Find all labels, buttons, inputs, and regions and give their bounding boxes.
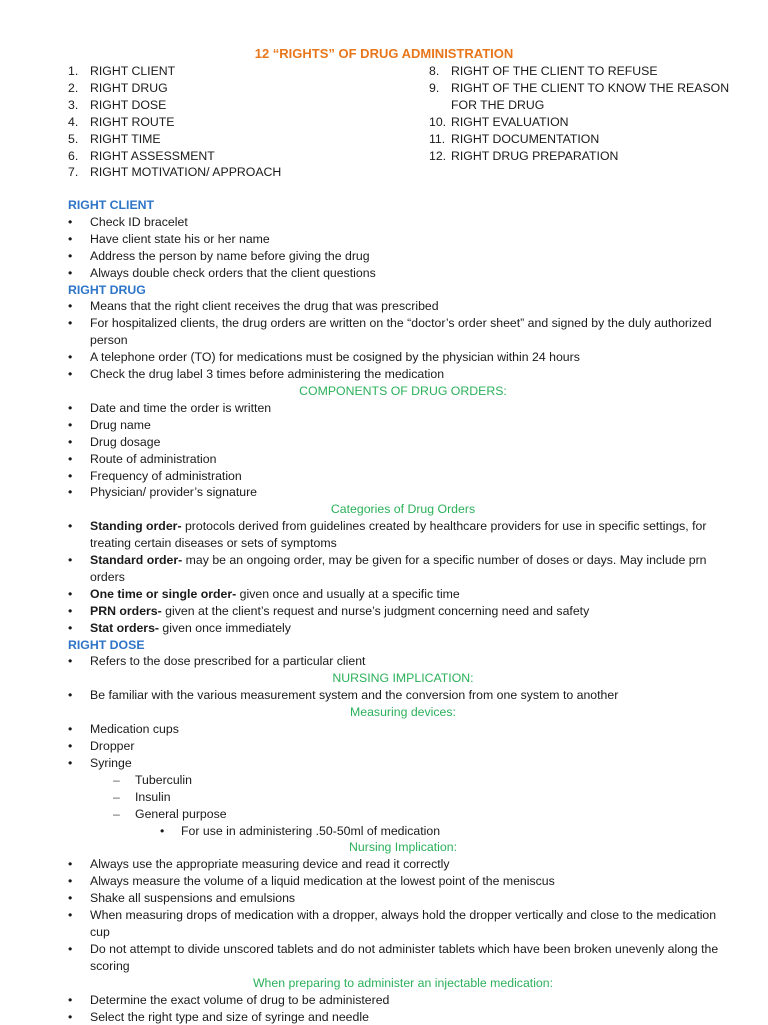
list-item: • Shake all suspensions and emulsions — [68, 890, 738, 907]
list-item: 5. RIGHT TIME — [68, 131, 418, 148]
category-term: PRN orders- — [90, 604, 162, 618]
list-item: • Refers to the dose prescribed for a particular client — [68, 653, 738, 670]
right-drug-list — [68, 298, 738, 383]
list-item: • Select the right type and size of syringe and needle — [68, 1009, 738, 1025]
list-item: 11. RIGHT DOCUMENTATION — [429, 131, 749, 148]
list-item: • Physician/ provider’s signature — [68, 484, 738, 501]
measuring-devices-heading: Measuring devices: — [68, 704, 738, 721]
document-body — [68, 197, 738, 1025]
list-item: 12. RIGHT DRUG PREPARATION — [429, 148, 749, 165]
category-term: One time or single order- — [90, 587, 236, 601]
list-item: 2. RIGHT DRUG — [68, 80, 418, 97]
section-heading-right-drug: RIGHT DRUG — [68, 282, 738, 299]
list-item: • Dropper — [68, 738, 738, 755]
rights-list-left — [68, 63, 418, 181]
list-item: 3. RIGHT DOSE — [68, 97, 418, 114]
right-dose-list — [68, 653, 738, 670]
page-title: 12 “RIGHTS” OF DRUG ADMINISTRATION — [0, 45, 768, 63]
list-item: 9. RIGHT OF THE CLIENT TO KNOW THE REASON FOR THE DRUG — [429, 80, 749, 114]
rights-list-right — [429, 63, 749, 164]
list-item: • Be familiar with the various measurement system and the conversion from one system to another — [68, 687, 738, 704]
list-item: 6. RIGHT ASSESSMENT — [68, 148, 418, 165]
category-term: Standard order- — [90, 553, 182, 567]
list-item: 8. RIGHT OF THE CLIENT TO REFUSE — [429, 63, 749, 80]
list-item: – Tuberculin — [113, 772, 738, 789]
list-item: • Check ID bracelet — [68, 214, 738, 231]
list-item: – General purpose — [113, 806, 738, 823]
list-item: 1. RIGHT CLIENT — [68, 63, 418, 80]
list-item: • PRN orders- given at the client’s request and nurse’s judgment concerning need and safety — [68, 603, 738, 620]
implication-list — [68, 687, 738, 704]
categories-heading: Categories of Drug Orders — [68, 501, 738, 518]
injectable-list — [68, 992, 738, 1025]
category-term: Standing order- — [90, 519, 182, 533]
categories-list — [68, 518, 738, 636]
nursing-implication-heading-2: Nursing Implication: — [68, 839, 738, 856]
general-purpose-note-list — [68, 823, 738, 840]
list-item: • Drug dosage — [68, 434, 738, 451]
list-item: – Insulin — [113, 789, 738, 806]
category-term: Stat orders- — [90, 621, 159, 635]
list-item: • When measuring drops of medication with a dropper, always hold the dropper vertically and close to the medication cup — [68, 907, 738, 941]
list-item: 7. RIGHT MOTIVATION/ APPROACH — [68, 164, 418, 181]
list-item: • Stat orders- given once immediately — [68, 620, 738, 637]
list-item: • Route of administration — [68, 451, 738, 468]
list-item: 4. RIGHT ROUTE — [68, 114, 418, 131]
list-item: • Do not attempt to divide unscored tablets and do not administer tablets which have been broken unevenly along the scoring — [68, 941, 738, 975]
injectable-heading: When preparing to administer an injectable medication: — [68, 975, 738, 992]
list-item: • Standing order- protocols derived from guidelines created by healthcare providers for use in specific settings, for treating certain diseases or sets of symptoms — [68, 518, 738, 552]
section-heading-right-dose: RIGHT DOSE — [68, 637, 738, 654]
list-item: • Address the person by name before giving the drug — [68, 248, 738, 265]
list-item: • For hospitalized clients, the drug orders are written on the “doctor’s order sheet” and signed by the duly authorized person — [68, 315, 738, 349]
list-item: • Determine the exact volume of drug to be administered — [68, 992, 738, 1009]
syringe-types-list — [68, 772, 738, 823]
devices-list — [68, 721, 738, 772]
list-item: • Means that the right client receives the drug that was prescribed — [68, 298, 738, 315]
nursing-implications-list — [68, 856, 738, 974]
list-item: • Standard order- may be an ongoing order, may be given for a specific number of doses or days. May include prn orders — [68, 552, 738, 586]
components-list — [68, 400, 738, 501]
list-item: • Always double check orders that the client questions — [68, 265, 738, 282]
nursing-implication-heading: NURSING IMPLICATION: — [68, 670, 738, 687]
list-item: • Syringe — [68, 755, 738, 772]
list-item: • Always use the appropriate measuring device and read it correctly — [68, 856, 738, 873]
list-item: • Date and time the order is written — [68, 400, 738, 417]
list-item: • Check the drug label 3 times before administering the medication — [68, 366, 738, 383]
list-item: • For use in administering .50-50ml of medication — [160, 823, 738, 840]
right-client-list — [68, 214, 738, 282]
list-item: • Have client state his or her name — [68, 231, 738, 248]
list-item: • Drug name — [68, 417, 738, 434]
list-item: • Frequency of administration — [68, 468, 738, 485]
list-item: • One time or single order- given once and usually at a specific time — [68, 586, 738, 603]
list-item: • Medication cups — [68, 721, 738, 738]
list-item: 10. RIGHT EVALUATION — [429, 114, 749, 131]
list-item: • Always measure the volume of a liquid medication at the lowest point of the meniscus — [68, 873, 738, 890]
section-heading-right-client: RIGHT CLIENT — [68, 197, 738, 214]
list-item: • A telephone order (TO) for medications must be cosigned by the physician within 24 hours — [68, 349, 738, 366]
components-heading: COMPONENTS OF DRUG ORDERS: — [68, 383, 738, 400]
